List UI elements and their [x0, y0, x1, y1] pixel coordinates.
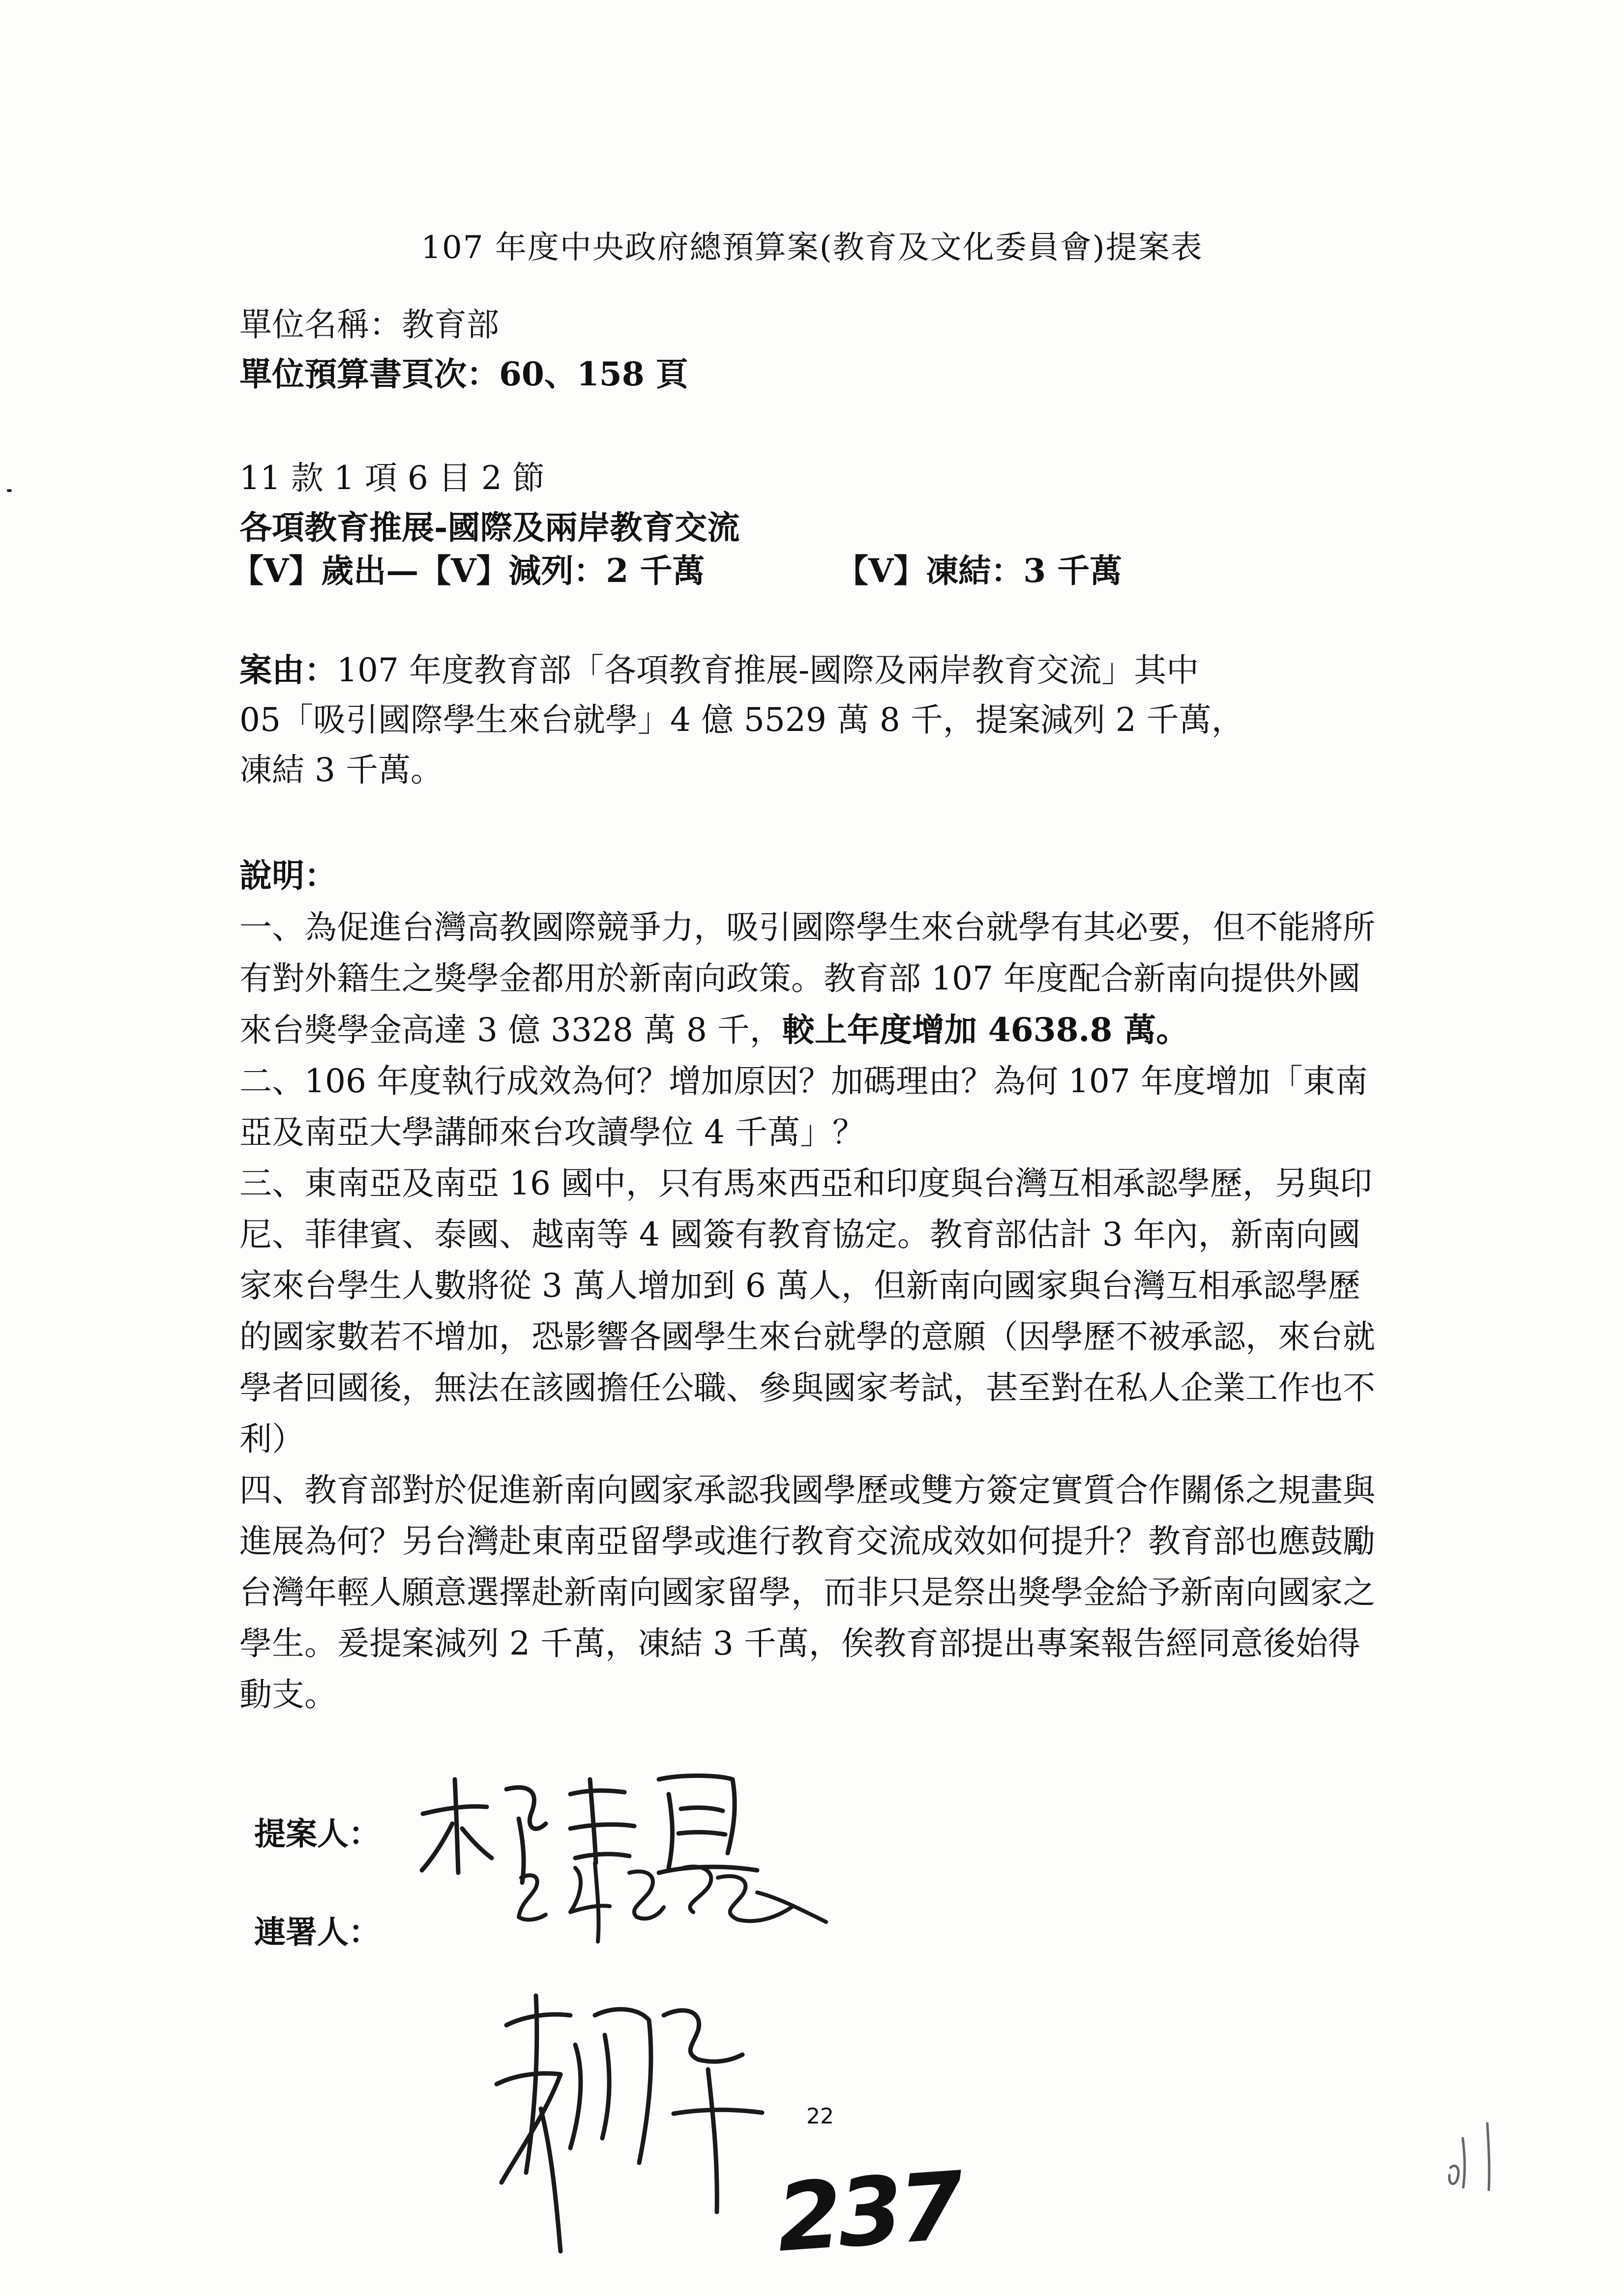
explanation-paragraph-2: 二、106 年度執行成效為何？增加原因？加碼理由？為何 107 年度增加「東南亞及南亞大學講師來台攻讀學位 4 千萬」？ [239, 1062, 1368, 1151]
explanation-paragraph-1-text: 一、為促進台灣高教國際競爭力，吸引國際學生來台就學有其必要，但不能將所有對外籍生之獎學金都用於新南向政策。教育部 107 年度配合新南向提供外國來台獎學金高達 3 億 3328 萬 8 千， [239, 908, 1375, 1049]
explanation-paragraph-3: 三、東南亞及南亞 16 國中，只有馬來西亞和印度與台灣互相承認學歷，另與印尼、菲律賓、泰國、越南等 4 國簽有教育協定。教育部估計 3 年內，新南向國家來台學生人數將從 3 萬人增加到 6 萬人，但新南向國家與台灣互相承認學歷的國家數若不增加，恐影響各國學生來台就學的意願（因學歷不被承認，來台就學者回國後，無法在該國擔任公職、參與國家考試，甚至對在私人企業工作也不利） [239, 1164, 1375, 1458]
margin-pencil-mark [1441, 2109, 1500, 2192]
cosigner-signature-2 [487, 1986, 792, 2261]
explanation-label: 說明： [239, 856, 337, 895]
explanation-paragraph-1-emphasis: 較上年度增加 4638.8 萬。 [782, 1011, 1189, 1049]
proposer-label: 提案人： [254, 1816, 380, 1853]
unit-name: 單位名稱：教育部 [239, 306, 499, 344]
reason-line-2: 05「吸引國際學生來台就學」4 億 5529 萬 8 千，提案減列 2 千萬， [239, 701, 1244, 739]
scan-speck [7, 489, 12, 492]
cosigner-label: 連署人： [254, 1914, 380, 1951]
budget-item-title: 各項教育推展-國際及兩岸教育交流 [239, 508, 740, 547]
cosigner-signature-1 [511, 1848, 856, 1947]
action-cut: 【V】歲出—【V】減列：2 千萬 [231, 552, 705, 590]
reason-label: 案由： [239, 651, 337, 689]
reason-text-1: 107 年度教育部「各項教育推展-國際及兩岸教育交流」其中 [337, 651, 1199, 689]
budget-page-reference: 單位預算書頁次：60、158 頁 [239, 355, 688, 393]
reason-line-3: 凍結 3 千萬。 [239, 751, 443, 789]
action-freeze: 【V】凍結：3 千萬 [836, 552, 1122, 590]
reason-line-1 [239, 651, 1199, 689]
explanation-paragraph-4: 四、教育部對於促進新南向國家承認我國學歷或雙方簽定實質合作關係之規畫與進展為何？另台灣赴東南亞留學或進行教育交流成效如何提升？教育部也應鼓勵台灣年輕人願意選擇赴新南向國家留學，而非只是祭出獎學金給予新南向國家之學生。爰提案減列 2 千萬，凍結 3 千萬，俟教育部提出專案報告經同意後始得動支。 [239, 1471, 1375, 1714]
explanation-body [239, 902, 1385, 1720]
page-number: 22 [806, 2104, 834, 2129]
handwritten-page-number: 237 [773, 2151, 964, 2273]
document-title: 107 年度中央政府總預算案(教育及文化委員會)提案表 [421, 230, 1203, 266]
explanation-paragraph-1 [239, 902, 1385, 1056]
budget-section: 11 款 1 項 6 目 2 節 [239, 459, 545, 497]
